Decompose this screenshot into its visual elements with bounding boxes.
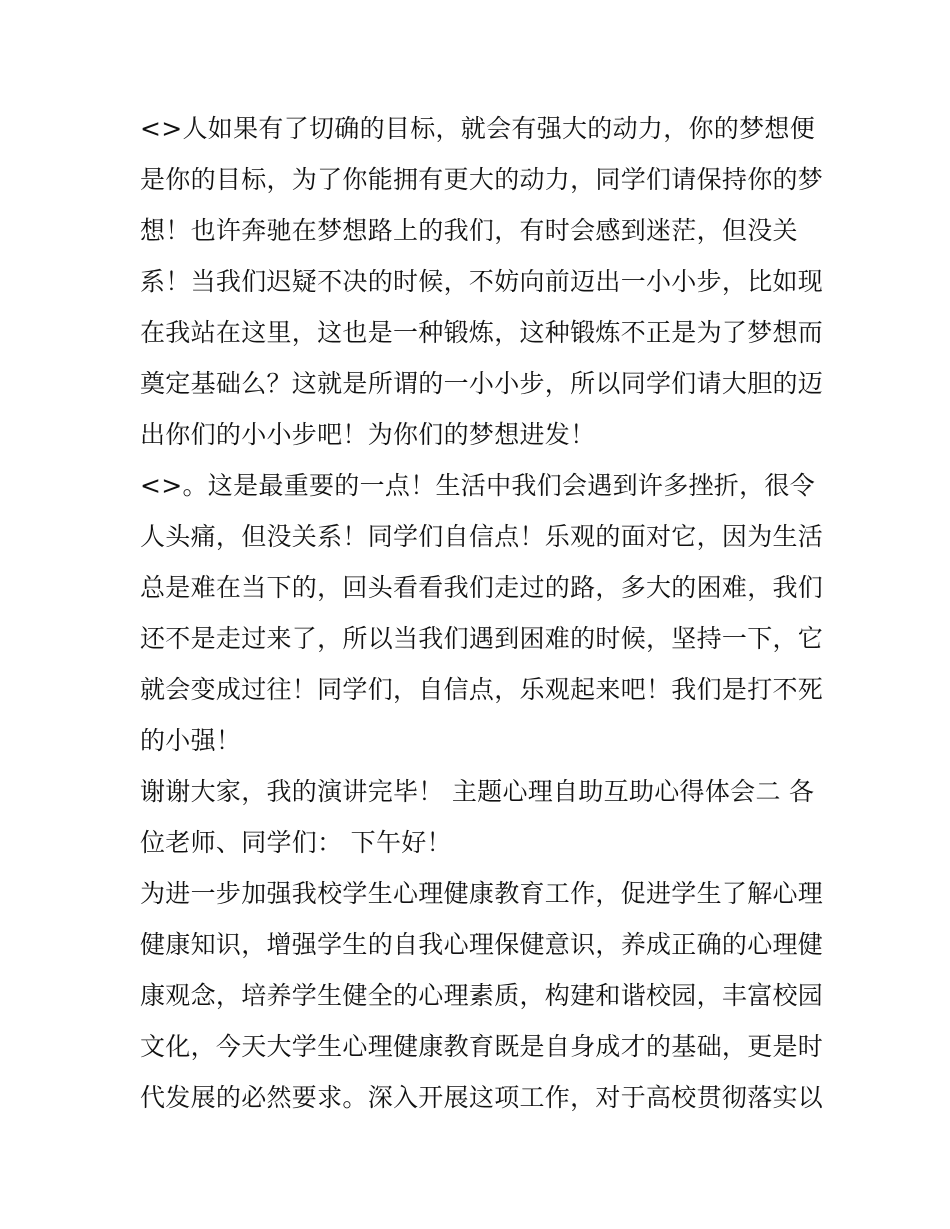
document-body [140,103,824,1123]
paragraph-dream-goal [140,103,824,460]
text-line: 康观念，培养学生健全的心理素质，构建和谐校园，丰富校园 [140,981,824,1010]
text-line: 奠定基础么？这就是所谓的一小小步，所以同学们请大胆的迈 [140,369,824,398]
text-line: 位老师、同学们： 下午好！ [140,828,452,857]
text-line: 的小强！ [140,726,242,755]
text-line: 人头痛，但没关系！同学们自信点！乐观的面对它，因为生活 [140,522,824,551]
text-line: 为进一步加强我校学生心理健康教育工作，促进学生了解心理 [140,879,824,908]
text-line: 总是难在当下的，回头看看我们走过的路，多大的困难，我们 [140,573,824,602]
text-line: 代发展的必然要求。深入开展这项工作，对于高校贯彻落实以 [140,1083,824,1112]
text-line: 就会变成过往！同学们，自信点，乐观起来吧！我们是打不死 [140,675,824,704]
text-line: 系！当我们迟疑不决的时候，不妨向前迈出一小小步，比如现 [140,267,824,296]
text-line: 出你们的小小步吧！为你们的梦想进发！ [140,420,596,449]
text-line: 是你的目标，为了你能拥有更大的动力，同学们请保持你的梦 [140,165,824,194]
paragraph-closing-and-title [140,766,815,868]
paragraph-confidence [140,460,824,766]
text-line: 还不是走过来了，所以当我们遇到困难的时候，坚持一下，它 [140,624,824,653]
text-line: 在我站在这里，这也是一种锻炼，这种锻炼不正是为了梦想而 [140,318,824,347]
text-line: 想！也许奔驰在梦想路上的我们，有时会感到迷茫，但没关 [140,216,798,245]
text-line: <>人如果有了切确的目标，就会有强大的动力，你的梦想便 [140,114,815,143]
text-line: <>。这是最重要的一点！生活中我们会遇到许多挫折，很令 [140,471,815,500]
paragraph-mental-health [140,868,824,1123]
text-line: 文化，今天大学生心理健康教育既是自身成才的基础，更是时 [140,1032,824,1061]
text-line: 健康知识，增强学生的自我心理保健意识，养成正确的心理健 [140,930,824,959]
text-line: 谢谢大家，我的演讲完毕！ 主题心理自助互助心得体会二 各 [140,777,815,806]
